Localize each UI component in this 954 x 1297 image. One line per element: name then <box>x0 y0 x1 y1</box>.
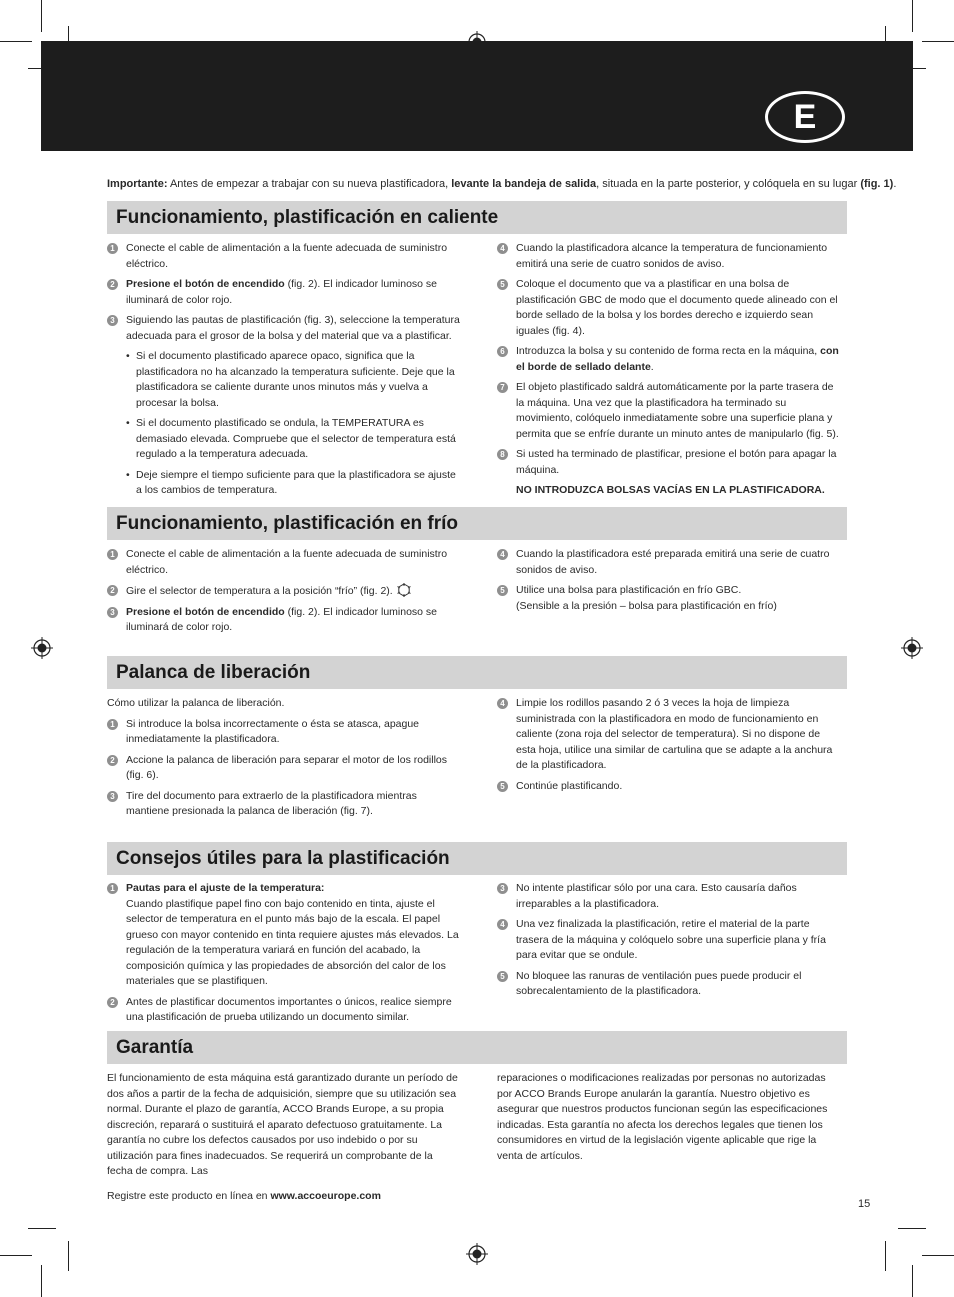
warranty-left-column <box>107 1071 459 1209</box>
item-text: Si introduce la bolsa incorrectamente o ésta se atasca, apague inmediatamente la plastificadora. <box>126 717 420 745</box>
step-number-icon: 8 <box>497 449 508 460</box>
item-text: No intente plastificar sólo por una cara. Esto causaría daños irreparables a la plastificadora. <box>516 882 797 910</box>
step-number-icon: 7 <box>497 382 508 393</box>
list-item <box>497 969 842 1000</box>
hot-right-column <box>497 241 842 504</box>
hot-left-column <box>107 241 462 504</box>
item-text: El objeto plastificado saldrá automáticamente por la parte trasera de la máquina. Una vez que la plastificadora ha terminado su movimiento, colóquelo inmediatamente sobre una superficie plana y permita que se enfríe durante un minuto antes de manipularlo (fig. 5). <box>516 381 839 440</box>
crop-mark <box>885 1241 886 1271</box>
release-right-column <box>497 696 842 799</box>
warning-note: NO INTRODUZCA BOLSAS VACÍAS EN LA PLASTIFICADORA. <box>516 484 825 496</box>
item-text: Antes de plastificar documentos importantes o únicos, realice siempre una plastificación de prueba utilizando un documento similar. <box>126 995 452 1023</box>
item-text: Conecte el cable de alimentación a la fuente adecuada de suministro eléctrico. <box>126 242 448 270</box>
tips-right-column <box>497 881 842 1005</box>
section-tips-title-bar <box>107 842 847 875</box>
step-number-icon: 3 <box>107 315 118 326</box>
bullet-icon: • <box>126 417 130 429</box>
step-number-icon: 2 <box>107 755 118 766</box>
item-text: Tire del documento para extraerlo de la plastificadora mientras mantiene presionada la palanca de liberación (fig. 7). <box>126 789 417 817</box>
release-left-column <box>107 696 462 825</box>
snowflake-icon <box>397 583 411 597</box>
item-text: Cuando plastifique papel fino con bajo contenido en tinta, ajuste el selector de temperatura en el punto más bajo de la escala. El papel grueso con mayor contenido en tinta requiere ajustes más elevados. La regulación de la temperatura variará en función del acabado, la composición química y las propiedades de absorción del calor de los materiales que se plastifiquen. <box>126 897 459 987</box>
item-text: (fig. 2). El indicador luminoso se iluminará de color rojo. <box>126 605 438 633</box>
item-text: No bloquee las ranuras de ventilación pues puede producir el sobrecalentamiento de la plastificadora. <box>516 969 802 997</box>
language-badge: E <box>765 91 845 143</box>
crop-mark <box>41 0 42 32</box>
item-bold: Presione el botón de encendido <box>126 278 285 290</box>
step-number-icon: 2 <box>107 279 118 290</box>
step-number-icon: 5 <box>497 585 508 596</box>
registration-mark-icon <box>466 1243 488 1265</box>
list-item <box>497 881 842 912</box>
section-title: Funcionamiento, plastificación en frío <box>116 513 459 534</box>
list-item <box>497 380 842 442</box>
crop-mark <box>922 41 954 42</box>
list-item <box>107 881 462 990</box>
step-number-icon: 4 <box>497 698 508 709</box>
important-text: . <box>893 178 897 190</box>
list-item <box>107 547 462 578</box>
list-item <box>497 447 842 478</box>
bullet-icon: • <box>126 350 130 362</box>
crop-mark <box>0 41 32 42</box>
crop-mark <box>0 1255 32 1256</box>
list-item <box>107 717 462 748</box>
item-text: Conecte el cable de alimentación a la fuente adecuada de suministro eléctrico. <box>126 548 448 576</box>
bullet-item <box>107 349 462 411</box>
list-item <box>107 313 462 344</box>
list-item <box>107 605 462 636</box>
intro-text: Cómo utilizar la palanca de liberación. <box>107 697 285 709</box>
list-item <box>497 696 842 774</box>
important-bold: (fig. 1) <box>860 178 894 190</box>
warranty-text: reparaciones o modificaciones realizadas por personas no autorizadas por ACCO Brands Europe anularán la garantía. Nuestro objetivo es asegurar que nuestros productos funcionan según las especificaciones indicadas. Esta garantía no afecta los derechos legales que tienen los consumidores en virtud de la legislación vigente aplicable que rige la venta de artículos. <box>497 1072 828 1162</box>
section-title: Palanca de liberación <box>116 662 311 683</box>
section-cold-title-bar <box>107 507 847 540</box>
bullet-item <box>107 416 462 463</box>
item-text: . <box>650 360 654 373</box>
step-number-icon: 6 <box>497 346 508 357</box>
bullet-item <box>107 468 462 499</box>
registration-mark-icon <box>31 637 53 659</box>
important-text: , situada en la parte posterior, y colóquela en su lugar <box>596 178 861 190</box>
step-number-icon: 1 <box>107 243 118 254</box>
crop-mark <box>68 1241 69 1271</box>
header-band <box>41 41 913 151</box>
step-number-icon: 1 <box>107 883 118 894</box>
item-text: Gire el selector de temperatura a la posición “frío” (fig. 2). <box>126 585 393 597</box>
item-text: Una vez finalizada la plastificación, retire el material de la parte trasera de la máquina y colóquelo sobre una superficie plana y fría para evitar que se ondule. <box>516 918 826 961</box>
register-link[interactable]: www.accoeurope.com <box>270 1189 381 1202</box>
step-number-icon: 3 <box>107 607 118 618</box>
item-bold: con el borde de sellado delante <box>516 345 839 373</box>
important-note <box>107 177 897 191</box>
list-item <box>107 583 462 600</box>
list-item <box>497 241 842 272</box>
item-text: Cuando la plastificadora esté preparada emitirá una serie de cuatro sonidos de aviso. <box>516 548 830 576</box>
important-label: Importante: <box>107 178 168 190</box>
item-text: Limpie los rodillos pasando 2 ó 3 veces la hoja de limpieza suministrada con la plastificadora en modo de funcionamiento en caliente (zona roja del selector de temperatura). Si no dispone de esta hoja, utilice una similar de cartulina que se adapte a la anchura de la plastificadora. <box>516 697 833 771</box>
item-text: Continúe plastificando. <box>516 779 623 792</box>
list-item <box>107 995 462 1026</box>
crop-mark <box>41 1265 42 1297</box>
item-bold: Pautas para el ajuste de la temperatura: <box>126 882 325 894</box>
step-number-icon: 4 <box>497 919 508 930</box>
register-text: Registre este producto en línea en <box>107 1189 271 1202</box>
registration-mark-icon <box>901 637 923 659</box>
list-item <box>107 789 462 820</box>
crop-mark <box>922 1255 954 1256</box>
step-number-icon: 5 <box>497 781 508 792</box>
list-item <box>497 277 842 339</box>
section-title: Garantía <box>116 1037 194 1058</box>
item-bold: Presione el botón de encendido <box>126 605 285 618</box>
page-number: 15 <box>858 1198 871 1210</box>
important-text: Antes de empezar a trabajar con su nueva plastificadora, <box>167 178 452 190</box>
item-text: Siguiendo las pautas de plastificación (fig. 3), seleccione la temperatura adecuada para el grosor de la bolsa y del material que va a plastificar. <box>126 314 460 342</box>
crop-mark <box>912 0 913 32</box>
step-number-icon: 3 <box>497 883 508 894</box>
item-text: Si el documento plastificado aparece opaco, significa que la plastificadora no ha alcanzado la temperatura suficiente. Deje que la plastificadora se caliente durante unos minutos más y vuelva a procesar la bolsa. <box>136 350 455 409</box>
crop-mark <box>912 1265 913 1297</box>
list-item <box>107 753 462 784</box>
list-item <box>107 241 462 272</box>
step-number-icon: 2 <box>107 585 118 596</box>
register-line <box>107 1189 459 1205</box>
item-text: Utilice una bolsa para plastificación en frío GBC. <box>516 584 742 596</box>
list-item <box>497 344 842 375</box>
section-hot-title-bar <box>107 201 847 234</box>
item-text: (fig. 2). El indicador luminoso se iluminará de color rojo. <box>126 278 438 306</box>
item-text: Coloque el documento que va a plastificar en una bolsa de plastificación GBC de modo que el documento quede alineado con el borde sellado de la bolsa y los bordes derecho e izquierdo sean iguales (fig. 4). <box>516 278 838 337</box>
section-release-title-bar <box>107 656 847 689</box>
item-text: Cuando la plastificadora alcance la temperatura de funcionamiento emitirá una serie de cuatro sonidos de aviso. <box>516 242 828 270</box>
step-number-icon: 1 <box>107 549 118 560</box>
list-item <box>497 779 842 795</box>
warranty-text: El funcionamiento de esta máquina está garantizado durante un período de dos años a partir de la fecha de adquisición, siempre que su utilización sea normal. Durante el plazo de garantía, ACCO Brands Europe, a su propia discreción, reparará o sustituirá el aparato defectuoso gratuitamente. La garantía no cubre los defectos causados por uso indebido o por su utilización para fines inadecuados. Se requerirá un comprobante de la fecha de compra. Las <box>107 1072 458 1177</box>
step-number-icon: 3 <box>107 791 118 802</box>
important-bold: levante la bandeja de salida <box>451 178 597 190</box>
bullet-icon: • <box>126 468 130 481</box>
item-text: Deje siempre el tiempo suficiente para que la plastificadora se ajuste a los cambios de temperatura. <box>136 468 456 496</box>
section-title: Funcionamiento, plastificación en caliente <box>116 207 499 228</box>
tips-left-column <box>107 881 462 1031</box>
step-number-icon: 4 <box>497 243 508 254</box>
step-number-icon: 5 <box>497 971 508 982</box>
crop-mark <box>28 1228 56 1229</box>
item-text: Introduzca la bolsa y su contenido de forma recta en la máquina, <box>516 345 821 357</box>
list-item <box>107 277 462 308</box>
list-item <box>497 917 842 964</box>
warranty-right-column <box>497 1071 842 1169</box>
cold-right-column <box>497 547 847 619</box>
step-number-icon: 1 <box>107 719 118 730</box>
crop-mark <box>898 1228 926 1229</box>
step-number-icon: 5 <box>497 279 508 290</box>
item-text: Si el documento plastificado se ondula, la TEMPERATURA es demasiado elevada. Compruebe que el selector de temperatura está regulado a la temperatura adecuada. <box>136 417 456 460</box>
item-text: Accione la palanca de liberación para separar el motor de los rodillos (fig. 6). <box>126 753 448 781</box>
step-number-icon: 4 <box>497 549 508 560</box>
list-item <box>497 583 847 614</box>
step-number-icon: 2 <box>107 997 118 1008</box>
cold-left-column <box>107 547 462 641</box>
list-item <box>497 547 847 578</box>
item-text: Si usted ha terminado de plastificar, presione el botón para apagar la máquina. <box>516 448 837 476</box>
item-text: (Sensible a la presión – bolsa para plastificación en frío) <box>516 599 777 612</box>
section-title: Consejos útiles para la plastificación <box>116 848 450 869</box>
section-warranty-title-bar <box>107 1031 847 1064</box>
